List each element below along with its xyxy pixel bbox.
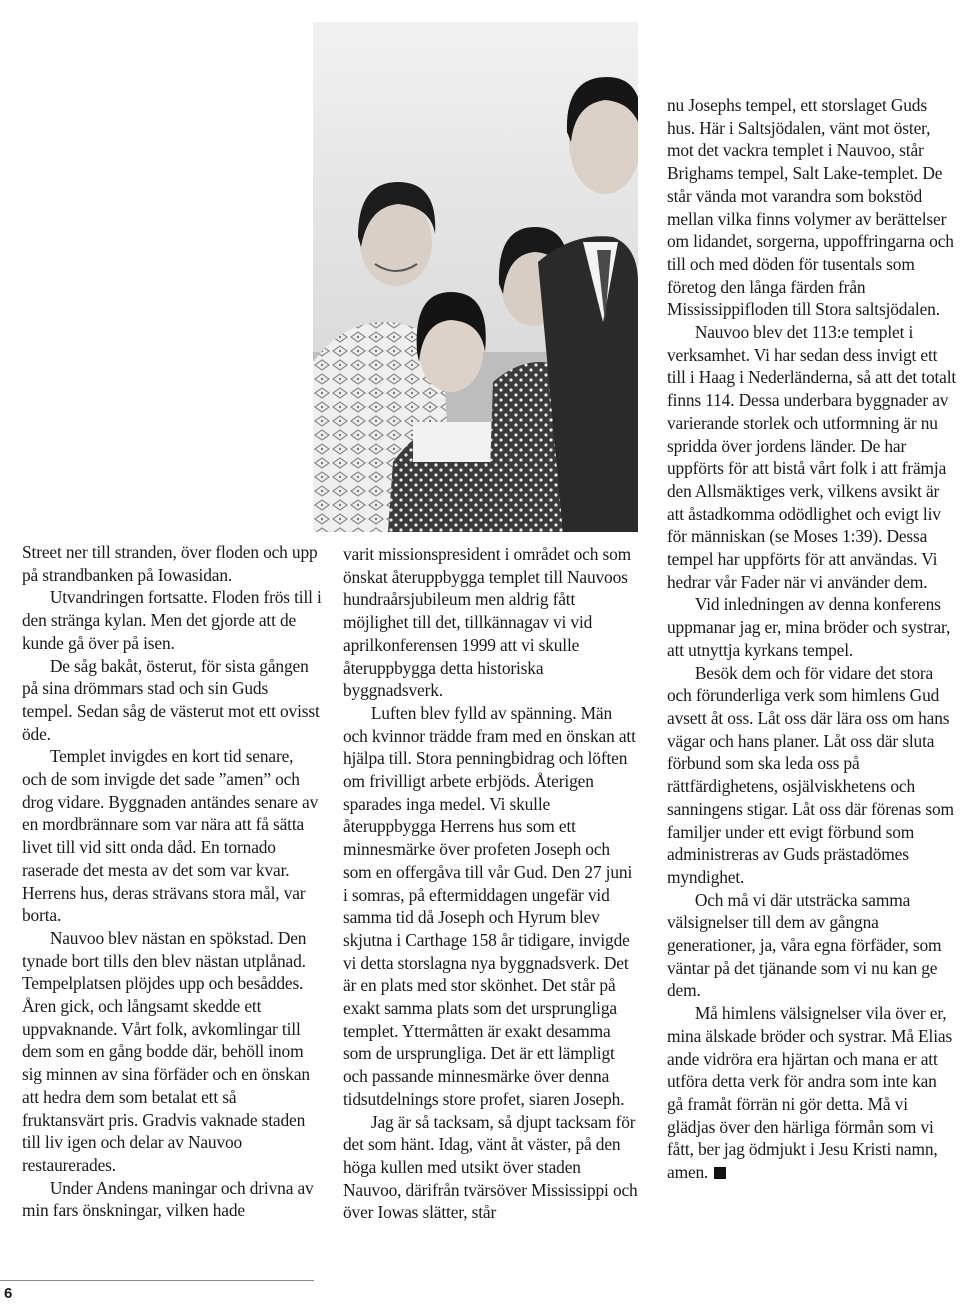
paragraph: Nauvoo blev det 113:e templet i verksamhet. Vi har sedan dess invigt ett till i Haag i Nederländerna, så att det totalt finns 114. Dessa underbara byggnader av varierande storlek och utformning är nu spridda över jordens länder. De har uppförts för att bistå vårt folk i att främja den Allsmäktiges verk, vilkens avsikt är att åstadkomma odödlighet och evigt liv för människan (se Moses 1:39). Dessa tempel har uppförts för att användas. Vi hedrar vår Fader när vi använder dem. bbox=[667, 322, 957, 592]
paragraph-final bbox=[667, 1002, 957, 1184]
text-column-left bbox=[22, 541, 322, 1222]
paragraph: De såg bakåt, österut, för sista gången på sina drömmars stad och sin Guds tempel. Sedan såg de västerut mot ett ovisst öde. bbox=[22, 655, 320, 744]
footer-rule bbox=[0, 1280, 314, 1281]
paragraph: Besök dem och för vidare det stora och förunderliga verk som himlens Gud avsett åt oss. Låt oss där lära oss om hans vägar och hans planer. Låt oss där sluta förbund som ska leda oss på rättfärdighetens, osjälviskhetens och sanningens stigar. Låt oss där förenas som familjer under ett evigt förbund som administreras av Guds prästadömes myndighet. bbox=[667, 662, 954, 887]
paragraph: Utvandringen fortsatte. Floden frös till i den stränga kylan. Men det gjorde att de kunde gå över på isen. bbox=[22, 587, 322, 653]
end-of-article-mark bbox=[714, 1167, 726, 1179]
paragraph-text: Må himlens välsignelser vila över er, mina älskade bröder och systrar. Må Elias ande vidröra era hjärtan och mana er att utföra detta verk för andra som inte kan gå framåt förrän ni gör detta. Må vi glädjas över den härliga förmån som vi fått, ber jag ödmjukt i Jesu Kristi namn, amen. bbox=[667, 1003, 953, 1183]
paragraph: Nauvoo blev nästan en spökstad. Den tynade bort tills den blev nästan utplånad. Tempelplatsen plöjdes upp och besåddes. Åren gick, och långsamt skedde ett uppvaknande. Vårt folk, avkomlingar till dem som en gång bodde där, behöll inom sig minnen av sina förfäder och en önskan att hedra dem som betalat ett så fruktansvärt pris. Gradvis vaknade staden till liv igen och delar av Nauvoo restaurerades. bbox=[22, 927, 310, 1175]
page-number: 6 bbox=[4, 1285, 13, 1302]
paragraph: Jag är så tacksam, så djupt tacksam för det som hänt. Idag, vänt åt väster, på den höga kullen med utsikt över staden Nauvoo, därifrån tvärsöver Mississippi och över Iowas slätter, står bbox=[343, 1111, 638, 1223]
text-column-middle bbox=[343, 543, 640, 1224]
paragraph: Under Andens maningar och drivna av min fars önskningar, vilken hade bbox=[22, 1177, 314, 1221]
paragraph: Luften blev fylld av spänning. Män och kvinnor trädde fram med en önskan att hjälpa till. Stora penningbidrag och löften om frivilligt arbete erbjöds. Återigen sparades inga medel. Vi skulle återuppbygga Herrens hus som ett minnesmärke över profeten Joseph och som en offergåva till vår Gud. Den 27 juni i somras, på eftermiddagen ungefär vid samma tid då Joseph och Hyrum blev skjutna i Carthage 158 år tidigare, invigde vi detta storslagna nya byggnadsverk. Det är en plats med stor skönhet. Det står på exakt samma plats som det ursprungliga templet. Yttermåtten är exakt desamma som de ursprungliga. Det är ett lämpligt och passande minnesmärke över denna tidsutdelnings store profet, siaren Joseph. bbox=[343, 702, 636, 1109]
paragraph: varit missionspresident i området och som önskat återuppbygga templet till Nauvoos hundraårsjubileum men aldrig fått möjlighet till det, tillkännagav vi vid aprilkonferensen 1999 att vi skulle återuppbygga detta historiska byggnadsverk. bbox=[343, 544, 631, 701]
paragraph: nu Josephs tempel, ett storslaget Guds hus. Här i Saltsjödalen, vänt mot öster, mot det vackra templet i Nauvoo, står Brighams tempel, Salt Lake-templet. De står vända mot varandra som bokstöd mellan vilka finns volymer av berättelser om lidandet, sorgerna, uppoffringarna och till och med döden för tusentals som företog den långa färden från Mississippifloden till Stora saltsjödalen. bbox=[667, 95, 954, 320]
text-column-right bbox=[667, 94, 957, 1184]
paragraph: Vid inledningen av denna konferens uppmanar jag er, mina bröder och systrar, att utnyttja kyrkans tempel. bbox=[667, 594, 951, 660]
paragraph: Templet invigdes en kort tid senare, och de som invigde det sade ”amen” och drog vidare. Byggnaden antändes senare av en mordbrännare som var nära att få sätta livet till vid sitt onda dåd. En tornado raserade det mesta av det som var kvar. Herrens hus, deras strävans stora mål, var borta. bbox=[22, 746, 319, 926]
paragraph: Street ner till stranden, över floden och upp på strandbanken på Iowasidan. bbox=[22, 542, 318, 585]
family-photo bbox=[313, 22, 638, 532]
paragraph: Och må vi där utsträcka samma välsignelser till dem av gångna generationer, ja, våra egna förfäder, som väntar på det tjänande som vi nu kan ge dem. bbox=[667, 889, 942, 1001]
family-photo-illustration bbox=[313, 22, 638, 532]
